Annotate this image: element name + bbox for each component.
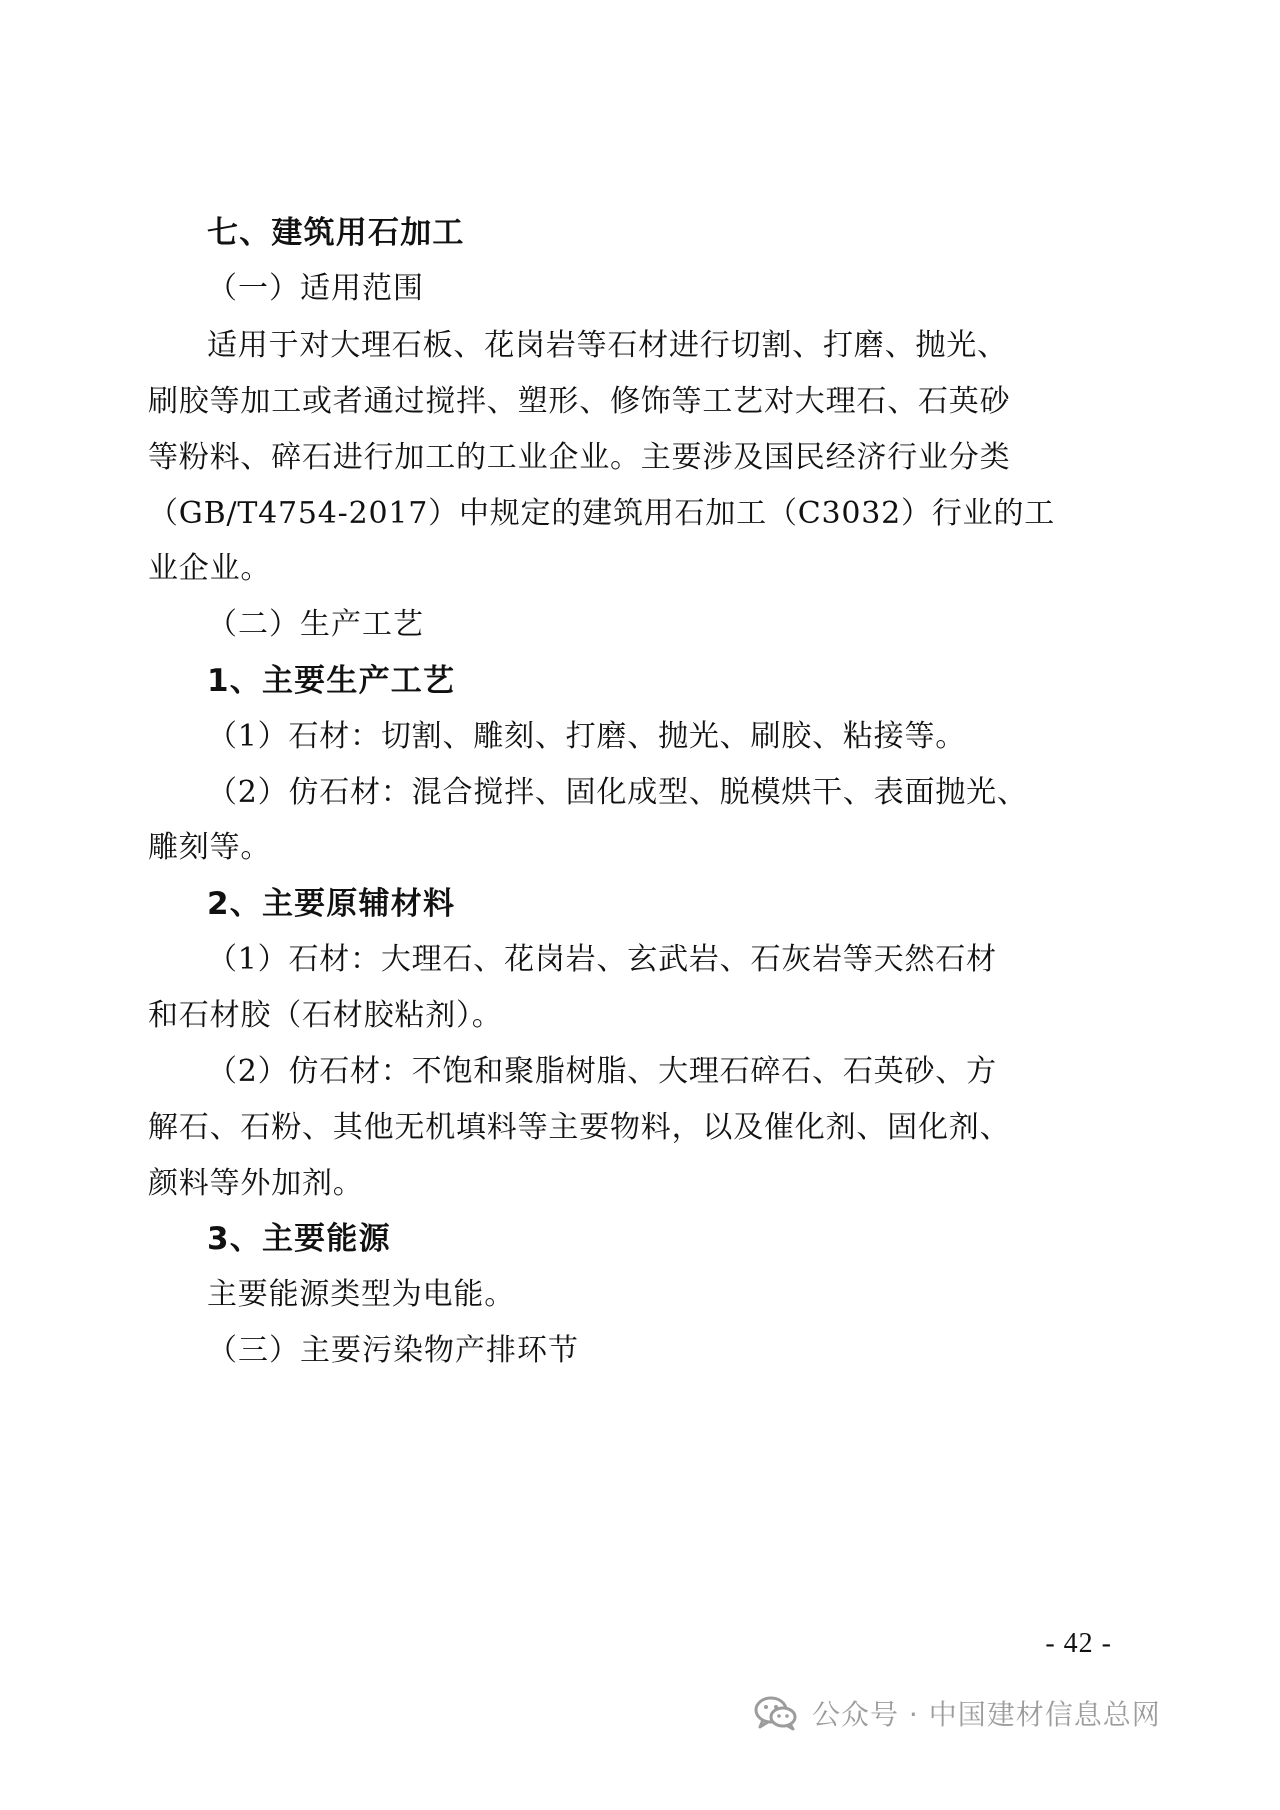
item-1-title: 1、主要生产工艺: [207, 663, 456, 699]
section-title: 七、建筑用石加工: [207, 215, 465, 251]
item-2-line: （1）石材：大理石、花岗岩、玄武岩、石灰岩等天然石材: [207, 942, 997, 977]
page-number: - 42 -: [1045, 1628, 1112, 1659]
subsection-2-title: （二）生产工艺: [207, 607, 424, 642]
item-2-line: （2）仿石材：不饱和聚脂树脂、大理石碎石、石英砂、方: [207, 1054, 997, 1089]
item-3-title: 3、主要能源: [207, 1221, 391, 1257]
paragraph-line: 业企业。: [148, 551, 272, 586]
paragraph-line: 适用于对大理石板、花岗岩等石材进行切割、打磨、抛光、: [207, 328, 1008, 363]
paragraph-line: 刷胶等加工或者通过搅拌、塑形、修饰等工艺对大理石、石英砂: [148, 384, 1011, 419]
item-1-line: 雕刻等。: [148, 830, 272, 865]
subsection-1-title: （一）适用范围: [207, 271, 424, 306]
wechat-icon: [752, 1693, 800, 1733]
paragraph-line: （GB/T4754-2017）中规定的建筑用石加工（C3032）行业的工: [148, 496, 1056, 531]
item-2-title: 2、主要原辅材料: [207, 886, 456, 922]
watermark: [752, 1688, 1252, 1738]
item-3-line: 主要能源类型为电能。: [207, 1277, 515, 1312]
item-1-line: （1）石材：切割、雕刻、打磨、抛光、刷胶、粘接等。: [207, 719, 967, 754]
item-1-line: （2）仿石材：混合搅拌、固化成型、脱模烘干、表面抛光、: [207, 775, 1028, 810]
item-2-line: 解石、石粉、其他无机填料等主要物料，以及催化剂、固化剂、: [148, 1110, 1011, 1145]
item-2-line: 颜料等外加剂。: [148, 1166, 364, 1201]
subsection-3-title: （三）主要污染物产排环节: [207, 1333, 579, 1368]
watermark-text: 公众号 · 中国建材信息总网: [812, 1698, 1161, 1731]
item-2-line: 和石材胶（石材胶粘剂）。: [148, 998, 503, 1033]
paragraph-line: 等粉料、碎石进行加工的工业企业。主要涉及国民经济行业分类: [148, 440, 1011, 475]
